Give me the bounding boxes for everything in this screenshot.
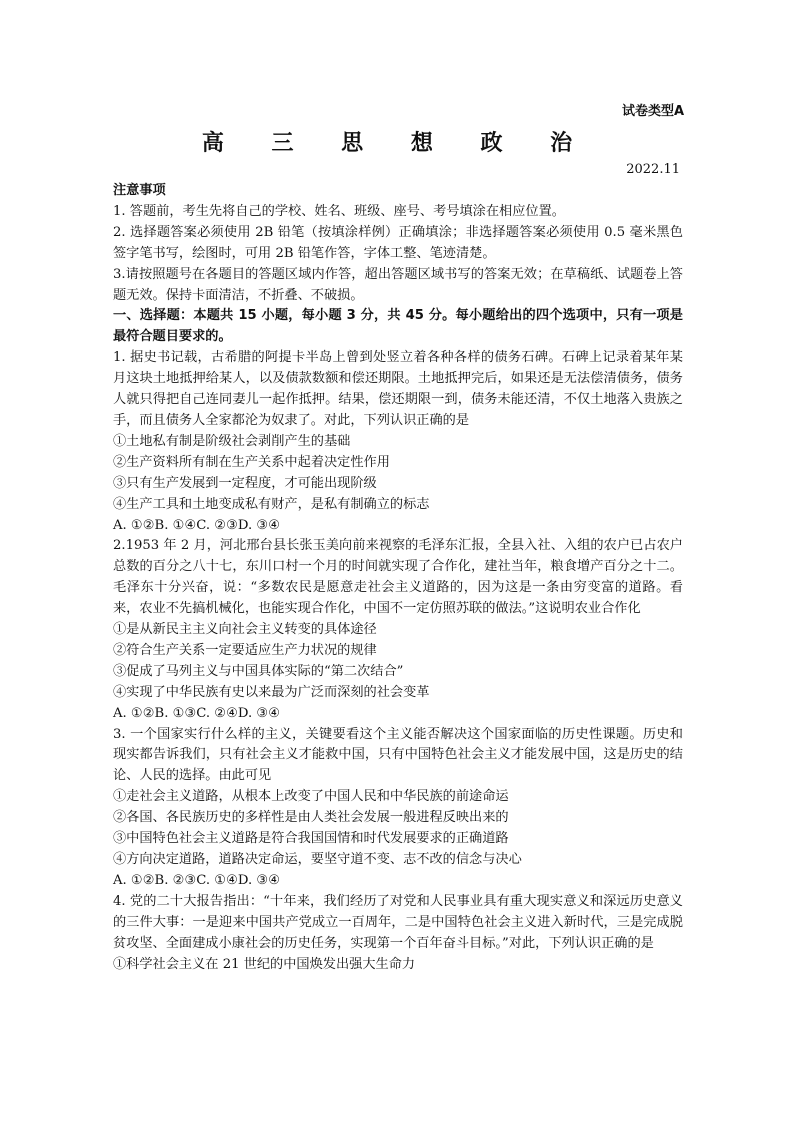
question-option: ②符合生产关系一定要适应生产力状况的规律	[113, 642, 377, 658]
notice-item: 3.请按照题号在各题目的答题区域内作答，超出答题区域书写的答案无效；在草稿纸、试题卷上答题无效。保持卡面清洁，不折叠、不破损。	[113, 266, 683, 303]
question-stem: 1. 据史书记载，古希腊的阿提卡半岛上曾到处竖立着各种各样的债务石碑。石碑上记录着某年某月这块土地抵押给某人，以及债款数额和偿还期限。土地抵押完后，如果还是无法偿清债务，债务人就只得把自己连同妻儿一起作抵押。结果，偿还期限一到，债务未能还清，不仅土地落入贵族之手，而且债务人全家都沦为奴隶了。对此，下列认识正确的是	[113, 350, 683, 428]
question-option: ③中国特色社会主义道路是符合我国国情和时代发展要求的正确道路	[113, 831, 509, 847]
question-option: ④实现了中华民族有史以来最为广泛而深刻的社会变革	[113, 684, 430, 700]
notice-item: 1. 答题前，考生先将自己的学校、姓名、班级、座号、考号填涂在相应位置。	[113, 203, 565, 219]
question-option: ①走社会主义道路，从根本上改变了中国人民和中华民族的前途命运	[113, 789, 509, 805]
section-heading: 一、选择题：本题共 15 小题，每小题 3 分，共 45 分。每小题给出的四个选项中，只有一项是最符合题目要求的。	[113, 308, 683, 345]
question-option: ④生产工具和土地变成私有财产，是私有制确立的标志	[113, 496, 430, 512]
question-choices: A. ①②B. ①④C. ②③D. ③④	[113, 517, 281, 533]
question-option: ①科学社会主义在 21 世纪的中国焕发出强大生命力	[113, 956, 416, 972]
question-option: ③只有生产发展到一定程度，才可能出现阶级	[113, 475, 377, 491]
exam-date: 2022.11	[626, 162, 680, 177]
notice-heading: 注意事项	[113, 183, 166, 198]
question-choices: A. ①②B. ①③C. ②④D. ③④	[113, 705, 281, 721]
paper-type-label: 试卷类型A	[621, 104, 684, 119]
question-option: ④方向决定道路，道路决定命运，要坚守道不变、志不改的信念与决心	[113, 852, 522, 867]
notice-item: 2. 选择题答案必须使用 2B 铅笔（按填涂样例）正确填涂；非选择题答案必须使用 0.5 毫米黑色签字笔书写，绘图时，可用 2B 铅笔作答，字体工整、笔迹清楚。	[113, 224, 683, 261]
question-option: ①土地私有制是阶级社会剥削产生的基础	[113, 433, 351, 449]
question-option: ②各国、各民族历史的多样性是由人类社会发展一般进程反映出来的	[113, 810, 509, 826]
question-stem: 3. 一个国家实行什么样的主义，关键要看这个主义能否解决这个国家面临的历史性课题。历史和现实都告诉我们，只有社会主义才能救中国，只有中国特色社会主义才能发展中国，这是历史的结论、人民的选择。由此可见	[113, 726, 683, 784]
question-option: ②生产资料所有制在生产关系中起着决定性作用	[113, 454, 390, 470]
question-stem: 4. 党的二十大报告指出：“十年来，我们经历了对党和人民事业具有重大现实意义和深远历史意义的三件大事：一是迎来中国共产党成立一百周年，二是中国特色社会主义进入新时代，三是完成脱贫攻坚、全面建成小康社会的历史任务，实现第一个百年奋斗目标。”对此，下列认识正确的是	[113, 893, 683, 951]
question-option: ③促成了马列主义与中国具体实际的“第二次结合”	[113, 663, 404, 679]
exam-content	[113, 181, 683, 975]
page-title: 高 三 思 想 政 治	[201, 131, 593, 156]
question-option: ①是从新民主主义向社会主义转变的具体途径	[113, 622, 377, 638]
question-choices: A. ①②B. ②③C. ①④D. ③④	[113, 872, 281, 888]
question-stem: 2.1953 年 2 月，河北邢台县长张玉美向前来视察的毛泽东汇报，全县入社、入组的农户已占农户总数的百分之八十七，东川口村一个月的时间就实现了合作化，建社当年，粮食增产百分之十二。毛泽东十分兴奋，说：“多数农民是愿意走社会主义道路的，因为这是一条由穷变富的道路。看来，农业不先搞机械化，也能实现合作化，中国不一定仿照苏联的做法。”这说明农业合作化	[113, 538, 683, 617]
